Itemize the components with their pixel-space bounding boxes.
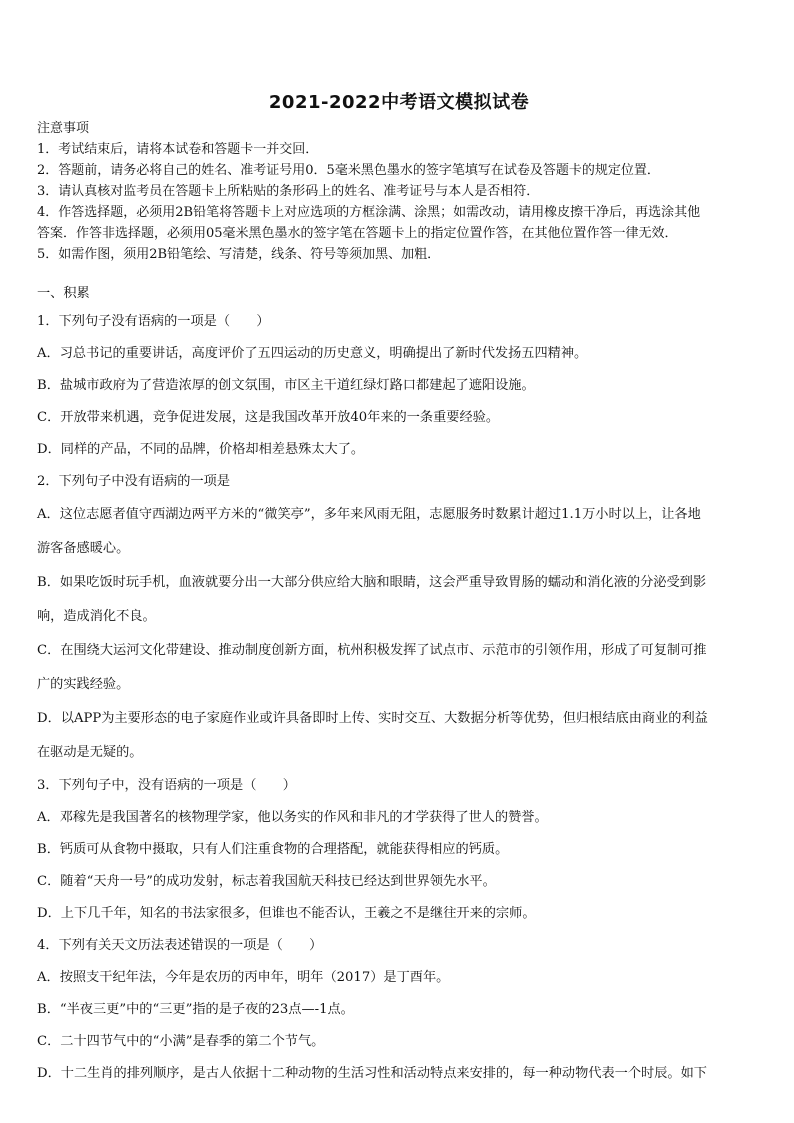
- option-line: D．同样的产品，不同的品牌，价格却相差悬殊太大了。: [37, 442, 365, 457]
- option-line: B．钙质可从食物中摄取，只有人们注重食物的合理搭配，就能获得相应的钙质。: [37, 842, 509, 857]
- option-line: 游客备感暖心。: [37, 541, 130, 556]
- option-line: B．如果吃饭时玩手机，血液就要分出一大部分供应给大脑和眼睛，这会严重导致胃肠的蠕动和消化液的分泌受到影: [37, 575, 707, 590]
- option-line: D．上下几千年，知名的书法家很多，但谁也不能否认，王羲之不是继往开来的宗师。: [37, 906, 536, 921]
- notice-item: 3．请认真核对监考员在答题卡上所粘贴的条形码上的姓名、准考证号与本人是否相符．: [37, 184, 540, 199]
- option-line: C．二十四节气中的“小满”是春季的第二个节气。: [37, 1034, 325, 1049]
- section-heading: 一、积累: [37, 286, 90, 301]
- option-line: B．“半夜三更”中的“三更”指的是子夜的23点—-1点。: [37, 1002, 354, 1017]
- notice-item: 2．答题前，请务必将自己的姓名、准考证号用0．5毫米黑色墨水的签字笔填写在试卷及答题卡的规定位置．: [37, 163, 660, 178]
- option-line: 响，造成消化不良。: [37, 609, 156, 624]
- option-line: C．开放带来机遇，竞争促进发展，这是我国改革开放40年来的一条重要经验。: [37, 410, 500, 425]
- option-line: B．盐城市政府为了营造浓厚的创文氛围，市区主干道红绿灯路口都建起了遮阳设施。: [37, 378, 535, 393]
- question-stem: 4．下列有关天文历法表述错误的一项是（ ）: [37, 938, 323, 953]
- option-line: D．十二生肖的排列顺序，是古人依据十二种动物的生活习性和活动特点来安排的，每一种动物代表一个时辰。如下: [37, 1066, 707, 1081]
- option-line: A．按照支干纪年法，今年是农历的丙申年，明年（2017）是丁酉年。: [37, 970, 450, 985]
- option-line: A．这位志愿者值守西湖边两平方米的“微笑亭”，多年来风雨无阻，志愿服务时数累计超过1.1万小时以上，让各地: [37, 507, 701, 522]
- option-line: C．随着“天舟一号”的成功发射，标志着我国航天科技已经达到世界领先水平。: [37, 874, 496, 889]
- option-line: 在驱动是无疑的。: [37, 745, 143, 760]
- notice-block: [37, 118, 761, 265]
- option-line: A．邓稼先是我国著名的核物理学家，他以务实的作风和非凡的才学获得了世人的赞誉。: [37, 810, 548, 825]
- option-line: D．以APP为主要形态的电子家庭作业或许具备即时上传、实时交互、大数据分析等优势，但归根结底由商业的利益: [37, 711, 708, 726]
- notice-item: 1．考试结束后，请将本试卷和答题卡一并交回．: [37, 142, 319, 157]
- option-line: 广的实践经验。: [37, 677, 130, 692]
- question-stem: 1．下列句子没有语病的一项是（ ）: [37, 314, 270, 329]
- option-line: A．习总书记的重要讲话，高度评价了五四运动的历史意义，明确提出了新时代发扬五四精神。: [37, 346, 588, 361]
- option-line: C．在围绕大运河文化带建设、推动制度创新方面，杭州积极发挥了试点市、示范市的引领作用，形成了可复制可推: [37, 643, 707, 658]
- question-stem: 3．下列句子中，没有语病的一项是（ ）: [37, 778, 296, 793]
- notice-item: 4．作答选择题，必须用2B铅笔将答题卡上对应选项的方框涂满、涂黑；如需改动，请用橡皮擦干净后，再选涂其他: [37, 205, 701, 220]
- exam-title: 2021-2022中考语文模拟试卷: [268, 92, 530, 113]
- question-body: [37, 282, 761, 1090]
- question-stem: 2．下列句子中没有语病的一项是: [37, 474, 231, 489]
- notice-item: 答案．作答非选择题，必须用05毫米黑色墨水的签字笔在答题卡上的指定位置作答，在其他位置作答一律无效．: [37, 226, 678, 241]
- notice-item: 5．如需作图，须用2B铅笔绘、写清楚，线条、符号等须加黑、加粗．: [37, 247, 441, 262]
- notice-heading: 注意事项: [37, 121, 90, 136]
